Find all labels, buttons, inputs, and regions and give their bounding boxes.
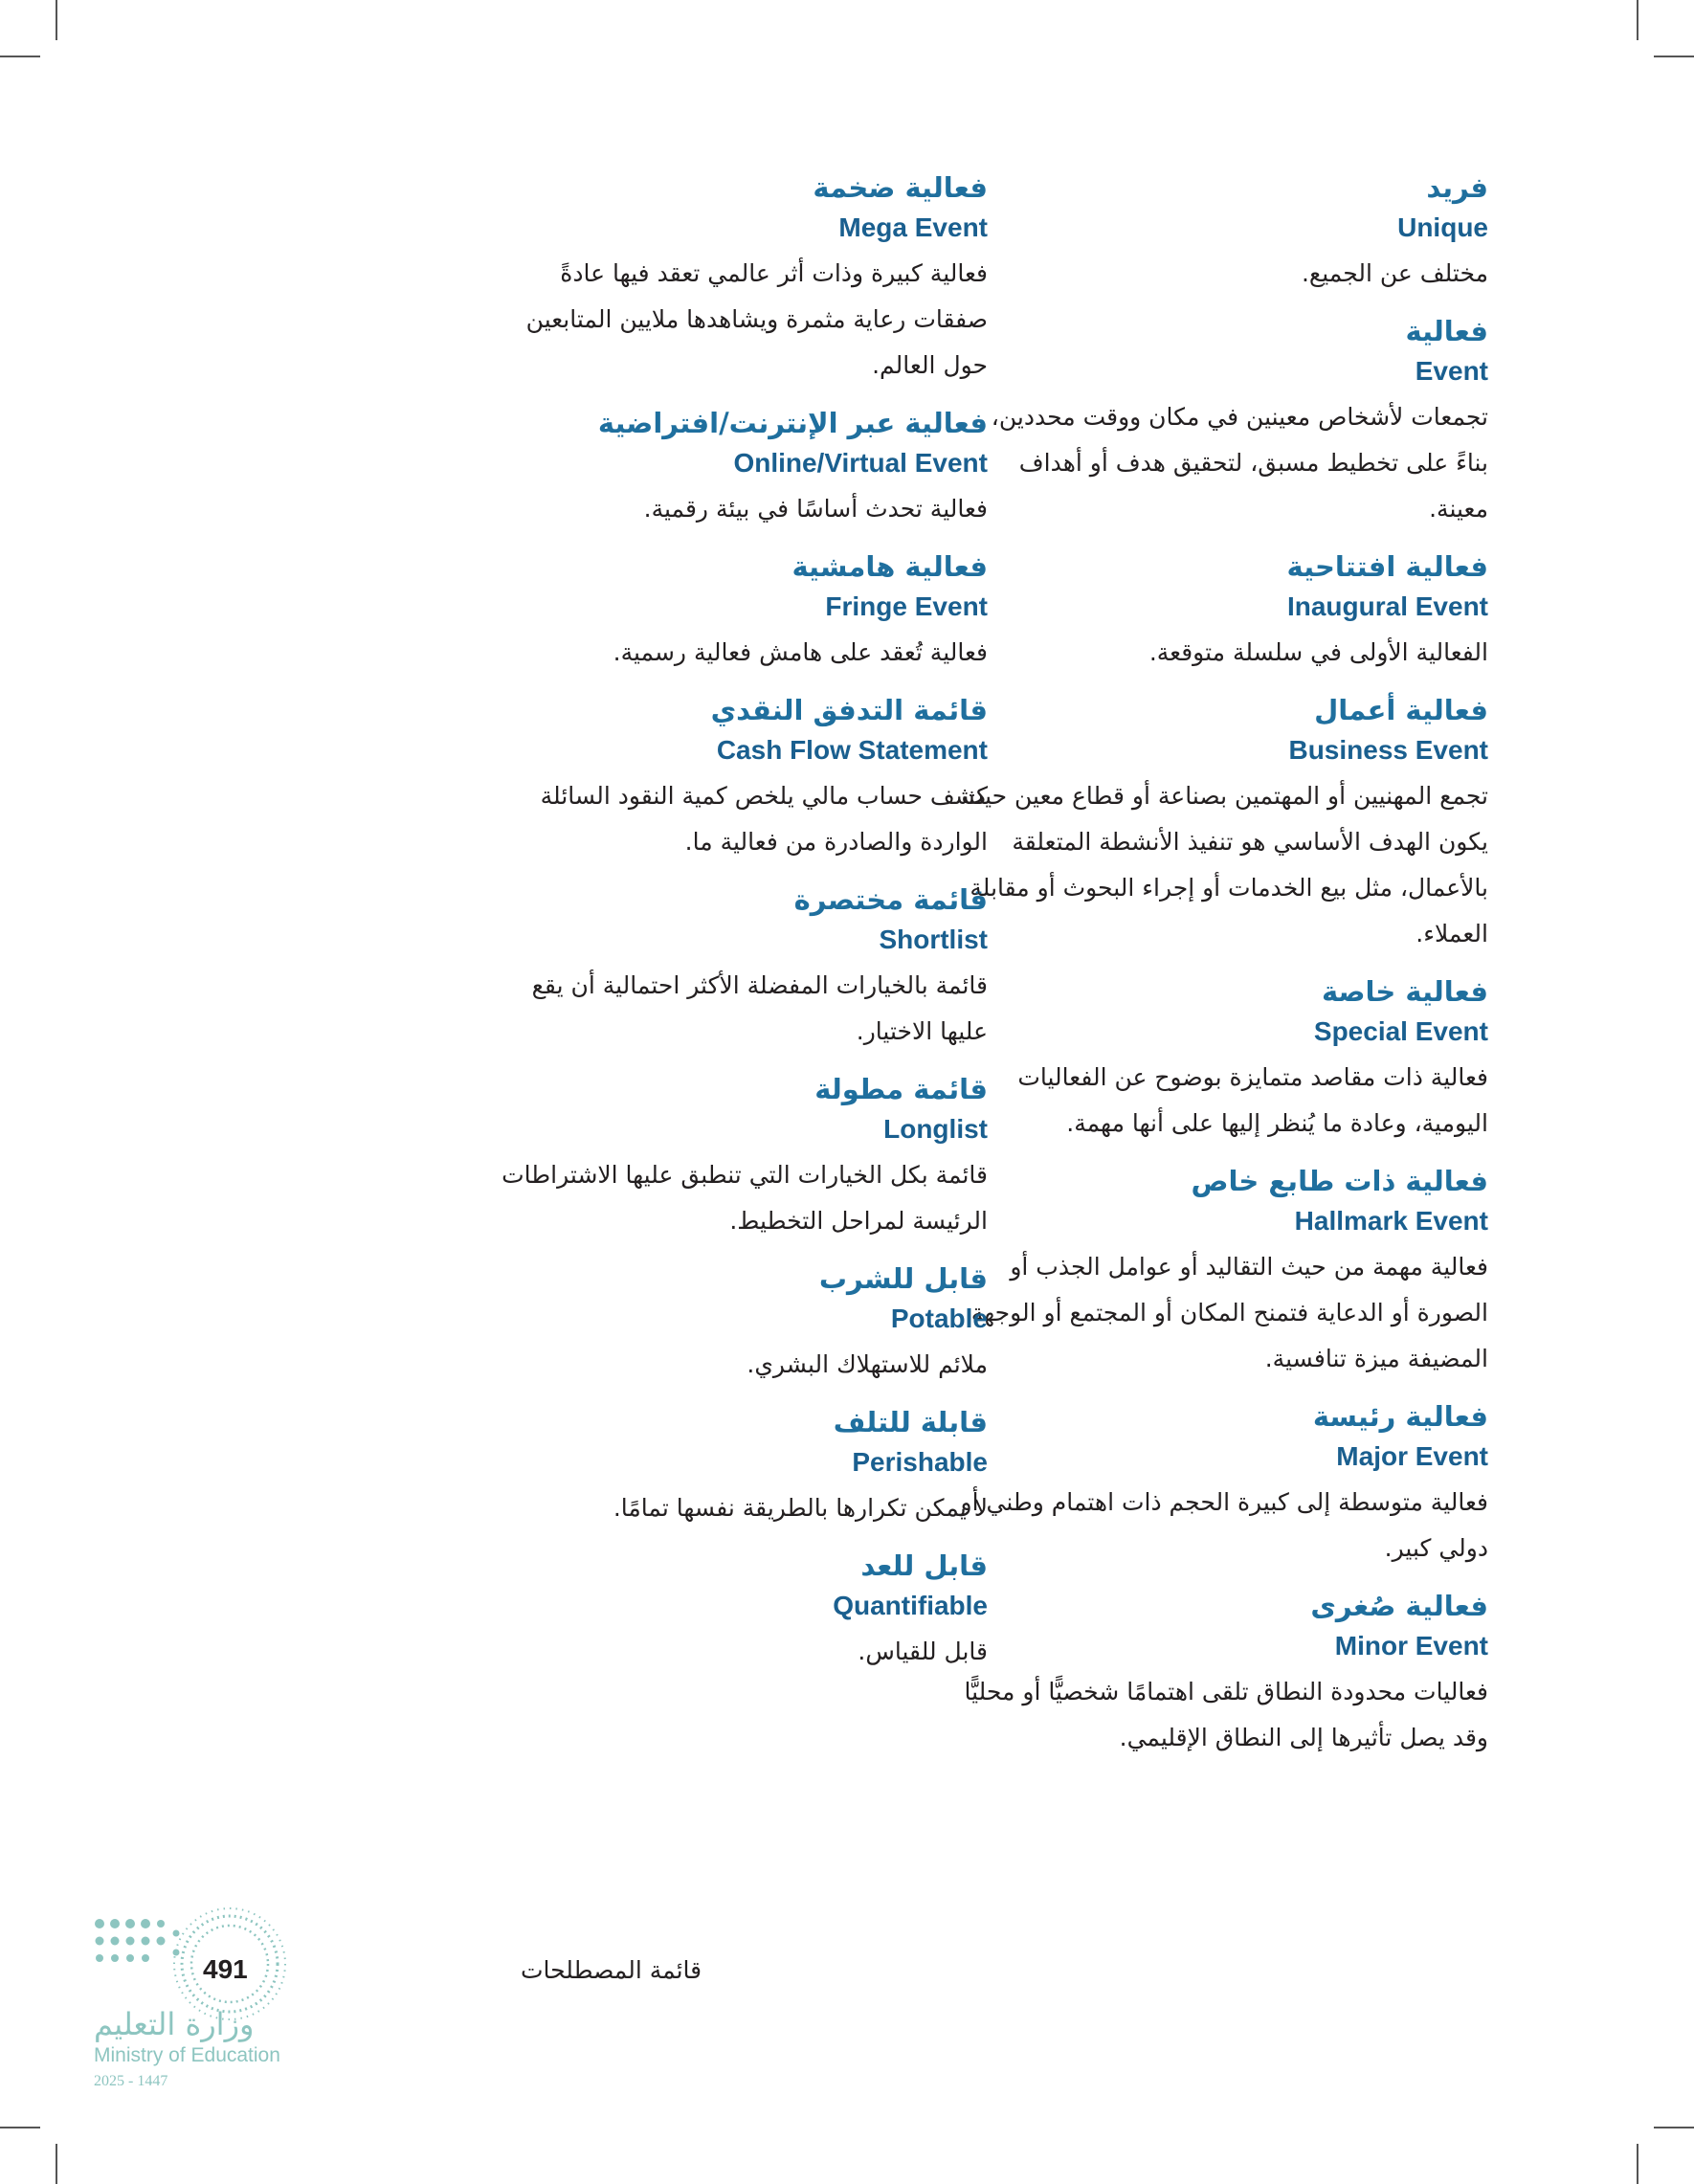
term-arabic: فعالية صُغرى bbox=[1310, 1590, 1488, 1622]
term-arabic: قائمة مطولة bbox=[814, 1073, 988, 1105]
term-definition: تجمع المهنيين أو المهتمين بصناعة أو قطاع معين حيث يكون الهدف الأساسي هو تنفيذ الأنشطة المتعلقة بالأعمال، مثل بيع الخدمات أو إجراء البحوث أو مقابلة العملاء. bbox=[961, 782, 1488, 947]
term-definition: مختلف عن الجميع. bbox=[1301, 259, 1488, 287]
term-definition: قائمة بالخيارات المفضلة الأكثر احتمالية أن يقع عليها الاختيار. bbox=[531, 971, 988, 1045]
glossary-entry bbox=[952, 546, 1488, 676]
term-definition: قابل للقياس. bbox=[858, 1638, 988, 1665]
term-arabic: فعالية عبر الإنترنت/افتراضية bbox=[597, 407, 988, 439]
logo-year: 2025 - 1447 bbox=[94, 2073, 168, 2089]
term-arabic: قائمة التدفق النقدي bbox=[710, 694, 988, 726]
crop-mark bbox=[1637, 2144, 1638, 2184]
glossary-entry bbox=[490, 689, 988, 865]
glossary-entry bbox=[490, 1401, 988, 1531]
glossary-entry bbox=[490, 1068, 988, 1244]
crop-mark bbox=[1637, 0, 1638, 40]
term-english: Special Event bbox=[1313, 1016, 1488, 1046]
term-english: Major Event bbox=[1336, 1441, 1488, 1471]
glossary-entry bbox=[952, 970, 1488, 1147]
term-arabic: فعالية ضخمة bbox=[813, 171, 988, 204]
term-english: Fringe Event bbox=[825, 591, 988, 621]
term-arabic: فعالية هامشية bbox=[791, 550, 988, 583]
term-definition: فعالية متوسطة إلى كبيرة الحجم ذات اهتمام وطني أو دولي كبير. bbox=[960, 1488, 1488, 1562]
term-english: Perishable bbox=[852, 1447, 988, 1477]
glossary-entry bbox=[952, 1585, 1488, 1761]
term-arabic: قابلة للتلف bbox=[833, 1406, 988, 1438]
glossary-entry bbox=[952, 689, 1488, 957]
section-title: قائمة المصطلحات bbox=[521, 1956, 702, 1984]
term-english: Minor Event bbox=[1334, 1631, 1488, 1660]
crop-mark bbox=[1654, 56, 1694, 57]
term-arabic: فعالية رئيسة bbox=[1312, 1400, 1488, 1433]
glossary-column-right bbox=[952, 161, 1488, 1774]
term-definition: فعالية مهمة من حيث التقاليد أو عوامل الجذب أو الصورة أو الدعاية فتمنح المكان أو المجتمع أو الوجهة المضيفة ميزة تنافسية. bbox=[970, 1253, 1488, 1372]
term-definition: لا يمكن تكرارها بالطريقة نفسها تمامًا. bbox=[613, 1494, 988, 1522]
term-english: Inaugural Event bbox=[1286, 591, 1488, 621]
term-definition: كشف حساب مالي يلخص كمية النقود السائلة الواردة والصادرة من فعالية ما. bbox=[540, 782, 988, 856]
term-definition: فعاليات محدودة النطاق تلقى اهتمامًا شخصيًّا أو محليًّا وقد يصل تأثيرها إلى النطاق الإقليمي. bbox=[964, 1678, 1488, 1751]
term-arabic: فعالية ذات طابع خاص bbox=[1191, 1165, 1488, 1197]
term-arabic: فعالية خاصة bbox=[1321, 975, 1488, 1008]
term-arabic: فعالية افتتاحية bbox=[1286, 550, 1488, 583]
term-english: Cash Flow Statement bbox=[716, 735, 988, 765]
crop-mark bbox=[0, 56, 40, 57]
logo-arabic-text: وزارة التعليم bbox=[94, 2006, 255, 2042]
term-definition: فعالية تحدث أساسًا في بيئة رقمية. bbox=[643, 495, 988, 523]
glossary-entry bbox=[490, 879, 988, 1055]
term-arabic: قابل للعد bbox=[860, 1549, 988, 1582]
glossary-entry bbox=[490, 1545, 988, 1675]
term-definition: تجمعات لأشخاص معينين في مكان ووقت محددين، بناءً على تخطيط مسبق، لتحقيق هدف أو أهداف معينة. bbox=[991, 403, 1488, 523]
glossary-column-left bbox=[490, 161, 988, 1688]
term-definition: فعالية تُعقد على هامش فعالية رسمية. bbox=[613, 638, 988, 666]
crop-mark bbox=[0, 2127, 40, 2128]
term-arabic: فريد bbox=[1426, 171, 1488, 204]
term-english: Business Event bbox=[1288, 735, 1488, 765]
crop-mark bbox=[56, 2144, 57, 2184]
glossary-entry bbox=[952, 310, 1488, 532]
term-definition: ملائم للاستهلاك البشري. bbox=[747, 1350, 988, 1378]
glossary-entry bbox=[952, 1395, 1488, 1571]
term-arabic: فعالية أعمال bbox=[1314, 694, 1488, 726]
term-definition: فعالية ذات مقاصد متمايزة بوضوح عن الفعاليات اليومية، وعادة ما يُنظر إليها على أنها مهمة. bbox=[1017, 1063, 1488, 1137]
glossary-entry bbox=[952, 167, 1488, 297]
term-english: Unique bbox=[1397, 212, 1488, 242]
term-english: Potable bbox=[890, 1304, 988, 1333]
glossary-entry bbox=[490, 1258, 988, 1388]
term-english: Quantifiable bbox=[833, 1591, 988, 1620]
term-arabic: قائمة مختصرة bbox=[793, 883, 988, 916]
glossary-entry bbox=[490, 402, 988, 532]
term-english: Longlist bbox=[883, 1114, 988, 1144]
page-number: 491 bbox=[203, 1954, 248, 1984]
glossary-entry bbox=[952, 1160, 1488, 1382]
term-definition: فعالية كبيرة وذات أثر عالمي تعقد فيها عادةً صفقات رعاية مثمرة ويشاهدها ملايين المتابعين حول العالم. bbox=[525, 259, 988, 379]
term-english: Hallmark Event bbox=[1294, 1206, 1488, 1236]
term-arabic: فعالية bbox=[1405, 315, 1488, 347]
glossary-entry bbox=[490, 167, 988, 389]
term-english: Online/Virtual Event bbox=[733, 448, 988, 478]
logo-english-text: Ministry of Education bbox=[94, 2044, 280, 2066]
term-english: Shortlist bbox=[879, 925, 988, 954]
crop-mark bbox=[1654, 2127, 1694, 2128]
term-english: Event bbox=[1415, 356, 1488, 386]
term-english: Mega Event bbox=[838, 212, 988, 242]
ministry-logo-icon bbox=[86, 1905, 306, 2096]
glossary-entry bbox=[490, 546, 988, 676]
term-definition: الفعالية الأولى في سلسلة متوقعة. bbox=[1148, 638, 1488, 666]
term-definition: قائمة بكل الخيارات التي تنطبق عليها الاشتراطات الرئيسة لمراحل التخطيط. bbox=[502, 1161, 988, 1235]
term-arabic: قابل للشرب bbox=[818, 1262, 988, 1295]
crop-mark bbox=[56, 0, 57, 40]
